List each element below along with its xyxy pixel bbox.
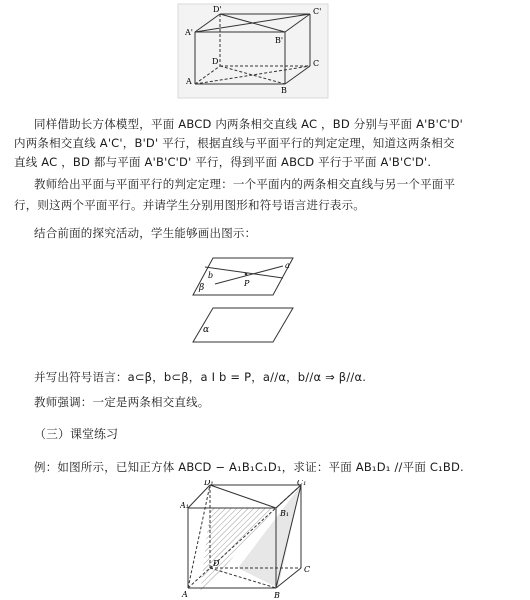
example-statement: 例：如图所示，已知正方体 ABCD − A₁B₁C₁D₁，求证：平面 AB₁D₁ //平面 C₁BD.	[34, 460, 464, 474]
label-d-cube: D	[213, 559, 220, 568]
teacher-emphasis: 教师强调：一定是两条相交直线。	[34, 395, 210, 409]
paragraph-2-line-1: 教师给出平面与平面平行的判定定理：一个平面内的两条相交直线与另一个平面平	[34, 177, 456, 191]
label-c1: C₁	[297, 480, 307, 487]
label-a1: A₁	[180, 501, 189, 510]
paragraph-2-line-2: 行，则这两个平面平行。并请学生分别用图形和符号语言进行表示。	[14, 198, 365, 212]
label-b-line: b	[208, 271, 214, 280]
label-a-cube: A	[182, 590, 188, 599]
paragraph-1-line-3: 直线 AC ，BD 都与平面 A'B'C'D' 平行，得到平面 ABCD 平行于平面 A'B'C'D'.	[14, 155, 432, 169]
label-c: C	[313, 59, 320, 68]
label-b: B	[281, 86, 287, 95]
planes-figure	[185, 250, 325, 348]
cube-figure	[180, 480, 330, 600]
label-a-line: a	[285, 261, 290, 270]
label-d1: D₁	[204, 480, 214, 487]
symbolic-statement: 并写出符号语言：a⊂β，b⊂β，a I b = P，a//α，b//α ⇒ β//α.	[34, 370, 367, 384]
label-cp: C'	[313, 7, 322, 16]
label-alpha: α	[203, 325, 210, 335]
label-dp: D'	[213, 5, 222, 14]
label-b-cube: B	[274, 591, 280, 600]
paragraph-1-line-2: 内两条相交直线 A'C'，B'D' 平行，根据直线与平面平行的判定定理，知道这两条相交	[14, 136, 455, 150]
label-c-cube: C	[304, 565, 311, 574]
section-title: （三）课堂练习	[34, 427, 119, 441]
label-d: D	[212, 57, 219, 66]
label-bp: B'	[275, 36, 284, 45]
label-beta: β	[199, 283, 205, 293]
label-p: P	[244, 279, 250, 288]
box-figure	[150, 0, 350, 100]
label-b1: B₁	[280, 509, 290, 518]
paragraph-1-line-1: 同样借助长方体模型，平面 ABCD 内两条相交直线 AC ，BD 分别与平面 A'B'C'D'	[34, 117, 463, 131]
label-a: A	[186, 77, 192, 86]
label-ap: A'	[185, 28, 193, 37]
paragraph-3: 结合前面的探究活动，学生能够画出图示：	[34, 226, 257, 240]
